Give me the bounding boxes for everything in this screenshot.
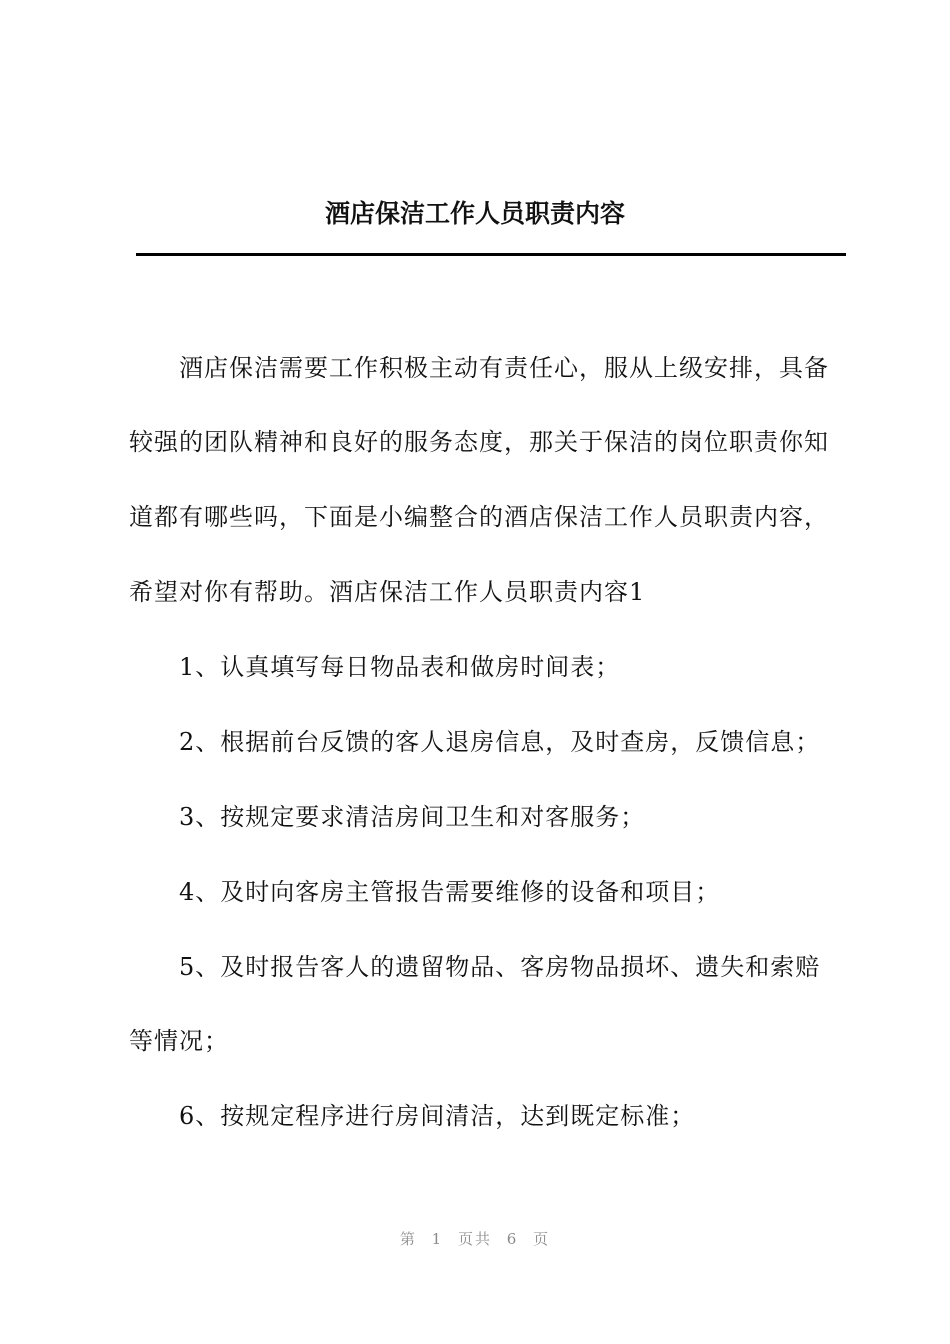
list-item-5-cont: 等情况； — [129, 1027, 229, 1055]
list-item-1: 1、认真填写每日物品表和做房时间表； — [179, 653, 621, 681]
title-underline — [136, 253, 846, 256]
list-item-4: 4、及时向客房主管报告需要维修的设备和项目； — [179, 878, 721, 906]
page-footer: 第 1 页共 6 页 — [399, 1230, 551, 1248]
body-line-2: 较强的团队精神和良好的服务态度，那关于保洁的岗位职责你知 — [129, 428, 829, 456]
page-title: 酒店保洁工作人员职责内容 — [324, 199, 625, 228]
list-item-5: 5、及时报告客人的遗留物品、客房物品损坏、遗失和索赔 — [179, 953, 821, 981]
list-item-2: 2、根据前台反馈的客人退房信息，及时查房，反馈信息； — [179, 728, 821, 756]
body-line-1: 酒店保洁需要工作积极主动有责任心，服从上级安排，具备 — [179, 354, 829, 382]
body-line-3: 道都有哪些吗，下面是小编整合的酒店保洁工作人员职责内容， — [129, 503, 829, 531]
list-item-6: 6、按规定程序进行房间清洁，达到既定标准； — [179, 1102, 696, 1130]
body-line-4: 希望对你有帮助。酒店保洁工作人员职责内容1 — [129, 578, 646, 606]
list-item-3: 3、按规定要求清洁房间卫生和对客服务； — [179, 803, 646, 831]
